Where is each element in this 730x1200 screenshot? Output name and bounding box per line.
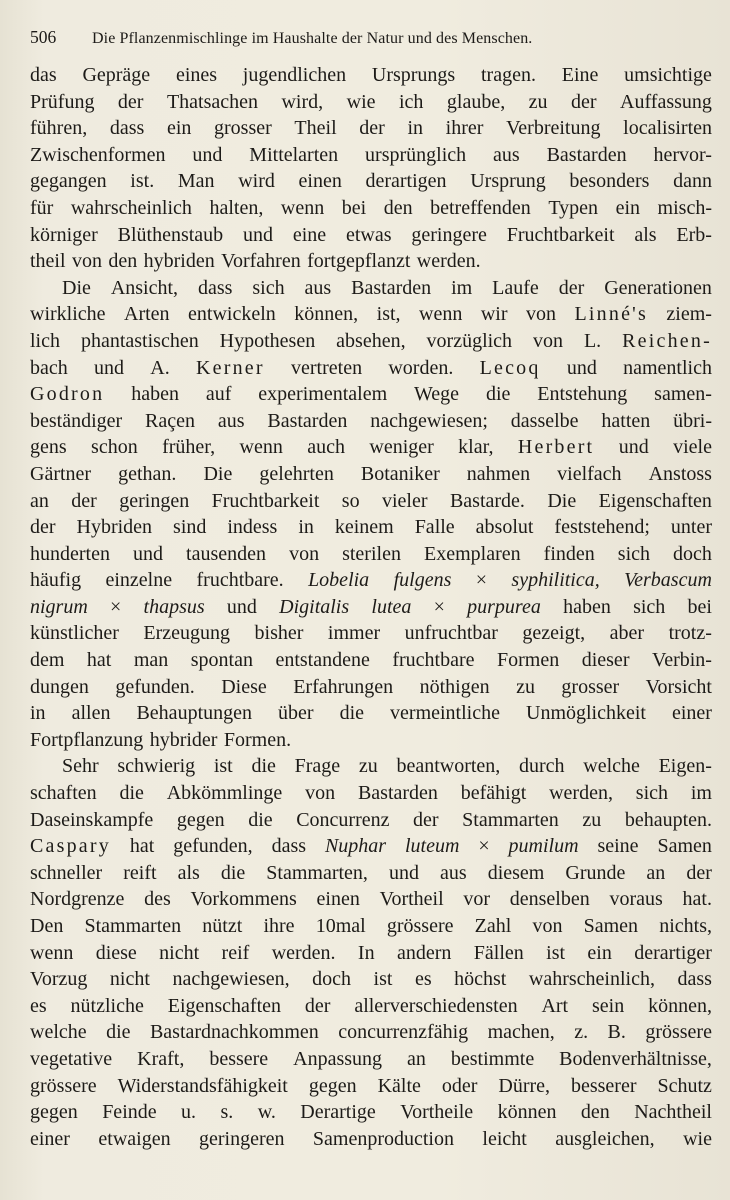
text-line: Prüfung der Thatsachen wird, wie ich glaube, zu der Auffassung bbox=[30, 90, 712, 113]
page-header bbox=[30, 26, 712, 50]
text-line: Die Ansicht, dass sich aus Bastarden im Laufe der Generationen bbox=[62, 276, 712, 299]
text-line: Daseinskampfe gegen die Concurrenz der Stammarten zu behaupten. bbox=[30, 808, 712, 831]
text-line: gegangen ist. Man wird einen derartigen Ursprung besonders dann bbox=[30, 170, 712, 193]
text-line: in allen Behauptungen über die vermeintliche Unmöglichkeit einer bbox=[30, 702, 712, 725]
text-line: es nützliche Eigenschaften der allerverschiedensten Art sein können, bbox=[30, 994, 712, 1017]
text-line: für wahrscheinlich halten, wenn bei den betreffenden Typen ein misch- bbox=[30, 196, 712, 219]
text-line: einer etwaigen geringeren Samenproduction leicht ausgleichen, wie bbox=[30, 1127, 712, 1150]
text-line: nigrum × thapsus und Digitalis lutea × purpurea haben sich bei bbox=[30, 595, 712, 618]
text-line: wirkliche Arten entwickeln können, ist, wenn wir von Linné's ziem- bbox=[30, 303, 712, 326]
text-line: bach und A. Kerner vertreten worden. Lecoq und namentlich bbox=[30, 356, 712, 379]
running-title: Die Pflanzenmischlinge im Haushalte der Natur und des Menschen. bbox=[92, 30, 533, 47]
text-line: Zwischenformen und Mittelarten ursprünglich aus Bastarden hervor- bbox=[30, 143, 712, 166]
text-line: Caspary hat gefunden, dass Nuphar luteum × pumilum seine Samen bbox=[30, 835, 712, 858]
text-line: körniger Blüthenstaub und eine etwas geringere Fruchtbarkeit als Erb- bbox=[30, 223, 712, 246]
text-line: Den Stammarten nützt ihre 10mal grössere Zahl von Samen nichts, bbox=[30, 915, 712, 937]
text-line: dungen gefunden. Diese Erfahrungen nöthigen zu grosser Vorsicht bbox=[30, 675, 712, 698]
text-line: führen, dass ein grosser Theil der in ihrer Verbreitung localisirten bbox=[30, 117, 712, 140]
text-line: Gärtner gethan. Die gelehrten Botaniker nahmen vielfach Anstoss bbox=[30, 462, 712, 485]
text-line: lich phantastischen Hypothesen absehen, vorzüglich von L. Reichen- bbox=[30, 329, 712, 352]
page-number: 506 bbox=[30, 27, 57, 47]
text-line: gegen Feinde u. s. w. Derartige Vortheile können den Nachtheil bbox=[30, 1101, 712, 1124]
text-line: beständiger Raçen aus Bastarden nachgewiesen; dasselbe hatten übri- bbox=[30, 409, 712, 432]
text-line: schneller reift als die Stammarten, und aus diesem Grunde an der bbox=[30, 861, 712, 884]
text-line: Godron haben auf experimentalem Wege die Entstehung samen- bbox=[30, 383, 712, 406]
text-line: künstlicher Erzeugung bisher immer unfruchtbar gezeigt, aber trotz- bbox=[30, 622, 712, 645]
body-text bbox=[30, 62, 712, 1152]
text-line: wenn diese nicht reif werden. In andern Fällen ist ein derartiger bbox=[30, 941, 712, 964]
text-line: Sehr schwierig ist die Frage zu beantworten, durch welche Eigen- bbox=[62, 755, 712, 778]
text-line: häufig einzelne fruchtbare. Lobelia fulgens × syphilitica, Verbascum bbox=[30, 569, 712, 592]
text-line: grössere Widerstandsfähigkeit gegen Kälte oder Dürre, besserer Schutz bbox=[30, 1074, 712, 1097]
text-line: Vorzug nicht nachgewiesen, doch ist es höchst wahrscheinlich, dass bbox=[30, 968, 712, 991]
text-line: Fortpflanzung hybrider Formen. bbox=[30, 728, 292, 751]
text-line: vegetative Kraft, bessere Anpassung an bestimmte Bodenverhältnisse, bbox=[30, 1047, 712, 1070]
text-line: Nordgrenze des Vorkommens einen Vortheil vor denselben voraus hat. bbox=[30, 888, 712, 911]
text-line: dem hat man spontan entstandene fruchtbare Formen dieser Verbin- bbox=[30, 649, 712, 672]
text-line: der Hybriden sind indess in keinem Falle absolut feststehend; unter bbox=[30, 516, 712, 539]
text-line: theil von den hybriden Vorfahren fortgepflanzt werden. bbox=[30, 250, 481, 273]
text-line: gens schon früher, wenn auch weniger klar, Herbert und viele bbox=[30, 436, 712, 459]
text-line: hunderten und tausenden von sterilen Exemplaren finden sich doch bbox=[30, 542, 712, 565]
text-line: welche die Bastardnachkommen concurrenzfähig machen, z. B. grössere bbox=[30, 1021, 712, 1044]
text-line: das Gepräge eines jugendlichen Ursprungs tragen. Eine umsichtige bbox=[30, 64, 712, 86]
text-line: an der geringen Fruchtbarkeit so vieler Bastarde. Die Eigenschaften bbox=[30, 489, 712, 512]
text-line: schaften die Abkömmlinge von Bastarden befähigt werden, sich im bbox=[30, 782, 712, 805]
